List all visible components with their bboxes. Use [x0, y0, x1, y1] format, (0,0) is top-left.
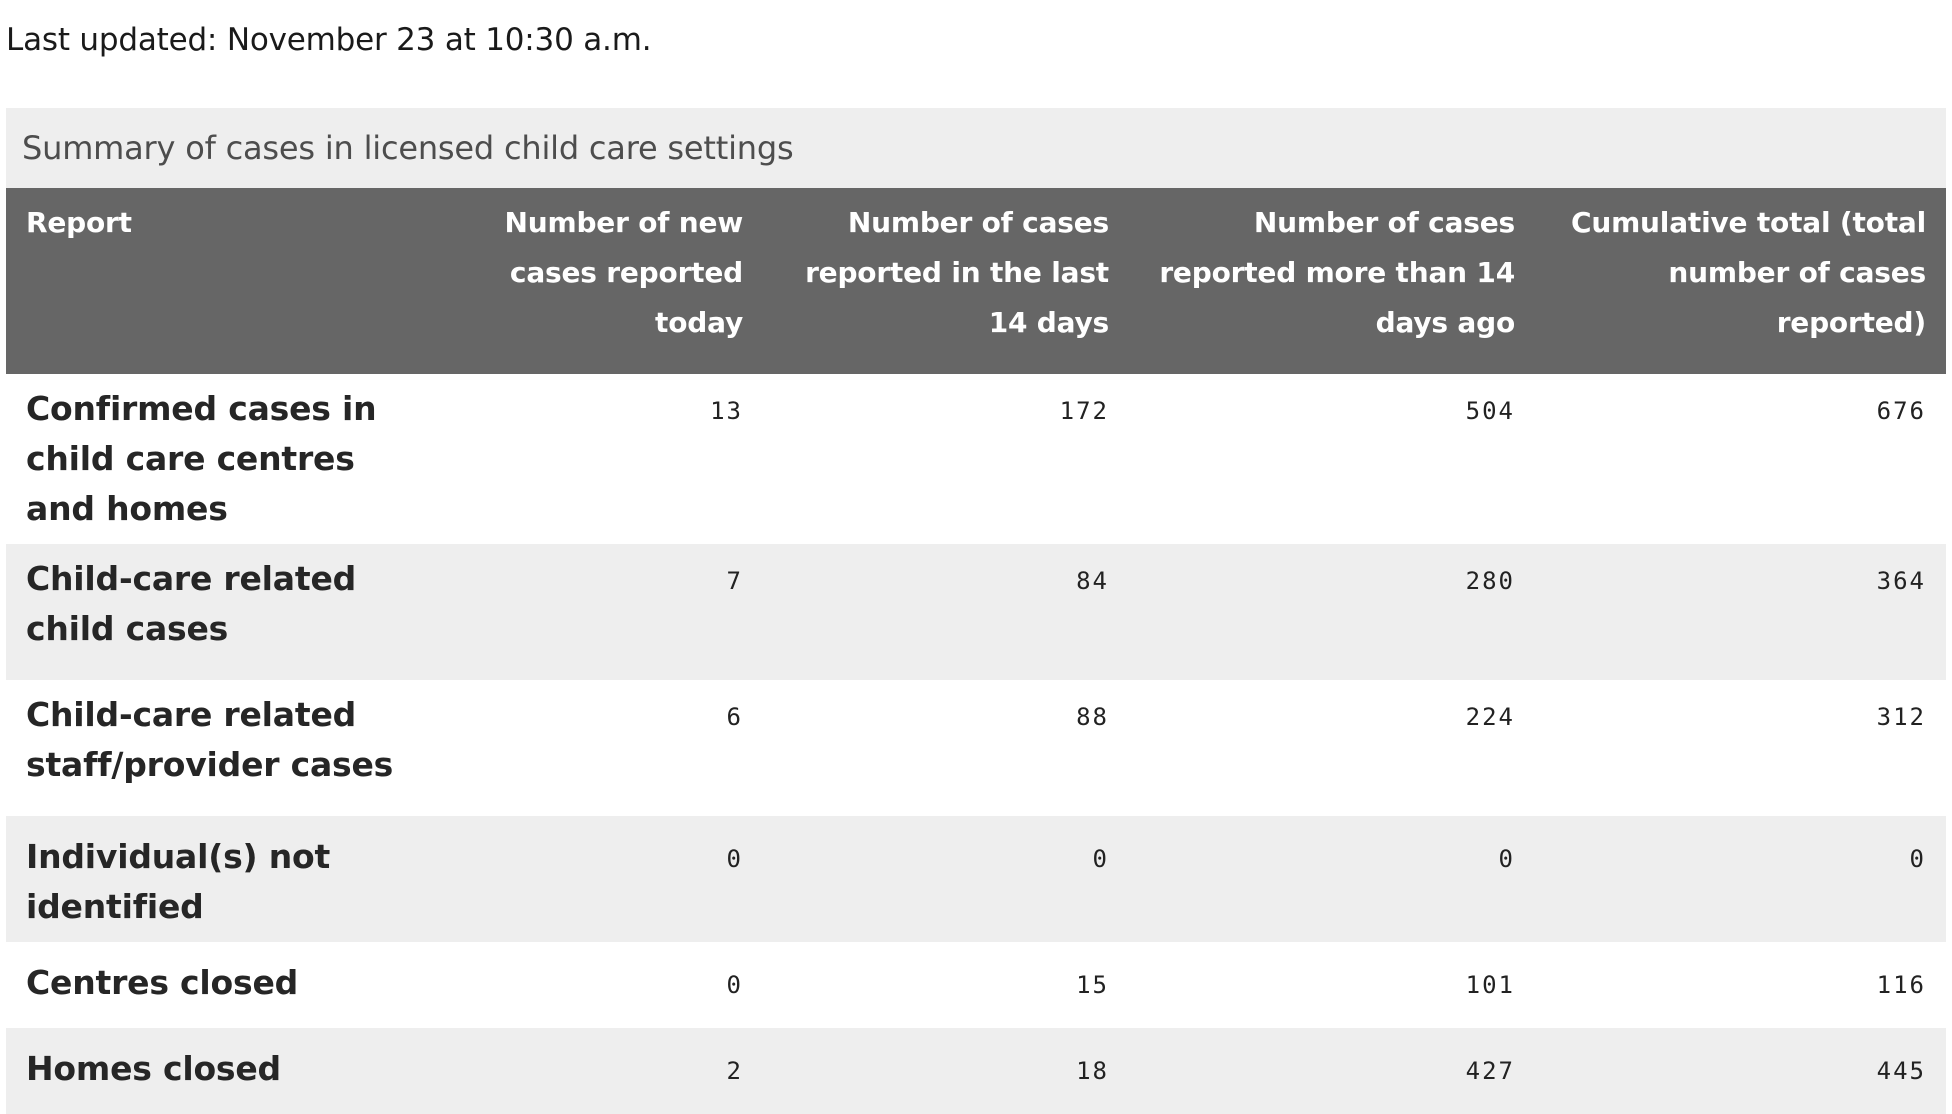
column-header-new-today: Number of new cases reported today: [504, 206, 743, 339]
cell-new-today: 2: [726, 1057, 743, 1085]
row-label: Homes closed: [26, 1049, 281, 1088]
table-row: [6, 544, 1946, 680]
cell-over-14-days: 427: [1465, 1057, 1515, 1085]
last-updated-text: Last updated: November 23 at 10:30 a.m.: [6, 22, 652, 58]
table-row: [6, 1028, 1946, 1114]
cell-new-today: 0: [726, 971, 743, 999]
row-label: Confirmed cases in child care centres and homes: [26, 389, 377, 528]
cases-summary-table: [6, 188, 1946, 1114]
cell-last-14-days: 15: [1076, 971, 1109, 999]
table-row: [6, 374, 1946, 544]
column-header-last-14-days: Number of cases reported in the last 14 days: [805, 206, 1109, 339]
cell-over-14-days: 101: [1465, 971, 1515, 999]
cell-cumulative-total: 116: [1876, 971, 1926, 999]
table-caption: Summary of cases in licensed child care settings: [6, 108, 1946, 188]
cell-last-14-days: 88: [1076, 703, 1109, 731]
cell-cumulative-total: 364: [1876, 567, 1926, 595]
row-label: Individual(s) not identified: [26, 837, 331, 926]
row-label: Child-care related staff/provider cases: [26, 695, 394, 784]
cell-last-14-days: 0: [1092, 845, 1109, 873]
cell-last-14-days: 84: [1076, 567, 1109, 595]
column-header-report: Report: [26, 206, 132, 239]
cell-over-14-days: 504: [1465, 397, 1515, 425]
cell-cumulative-total: 445: [1876, 1057, 1926, 1085]
table-row: [6, 680, 1946, 816]
cell-new-today: 13: [710, 397, 743, 425]
cell-new-today: 0: [726, 845, 743, 873]
cell-new-today: 7: [726, 567, 743, 595]
cell-cumulative-total: 312: [1876, 703, 1926, 731]
table-row: [6, 942, 1946, 1028]
cases-summary-table-container: [6, 108, 1946, 1114]
cell-over-14-days: 0: [1498, 845, 1515, 873]
cell-last-14-days: 172: [1059, 397, 1109, 425]
cell-over-14-days: 280: [1465, 567, 1515, 595]
cell-over-14-days: 224: [1465, 703, 1515, 731]
cell-cumulative-total: 676: [1876, 397, 1926, 425]
cell-cumulative-total: 0: [1909, 845, 1926, 873]
column-header-cumulative-total: Cumulative total (total number of cases reported): [1571, 206, 1926, 339]
row-label: Child-care related child cases: [26, 559, 357, 648]
cell-new-today: 6: [726, 703, 743, 731]
cell-last-14-days: 18: [1076, 1057, 1109, 1085]
table-header-row: [6, 188, 1946, 374]
column-header-over-14-days: Number of cases reported more than 14 days ago: [1159, 206, 1515, 339]
row-label: Centres closed: [26, 963, 299, 1002]
table-row: [6, 816, 1946, 942]
